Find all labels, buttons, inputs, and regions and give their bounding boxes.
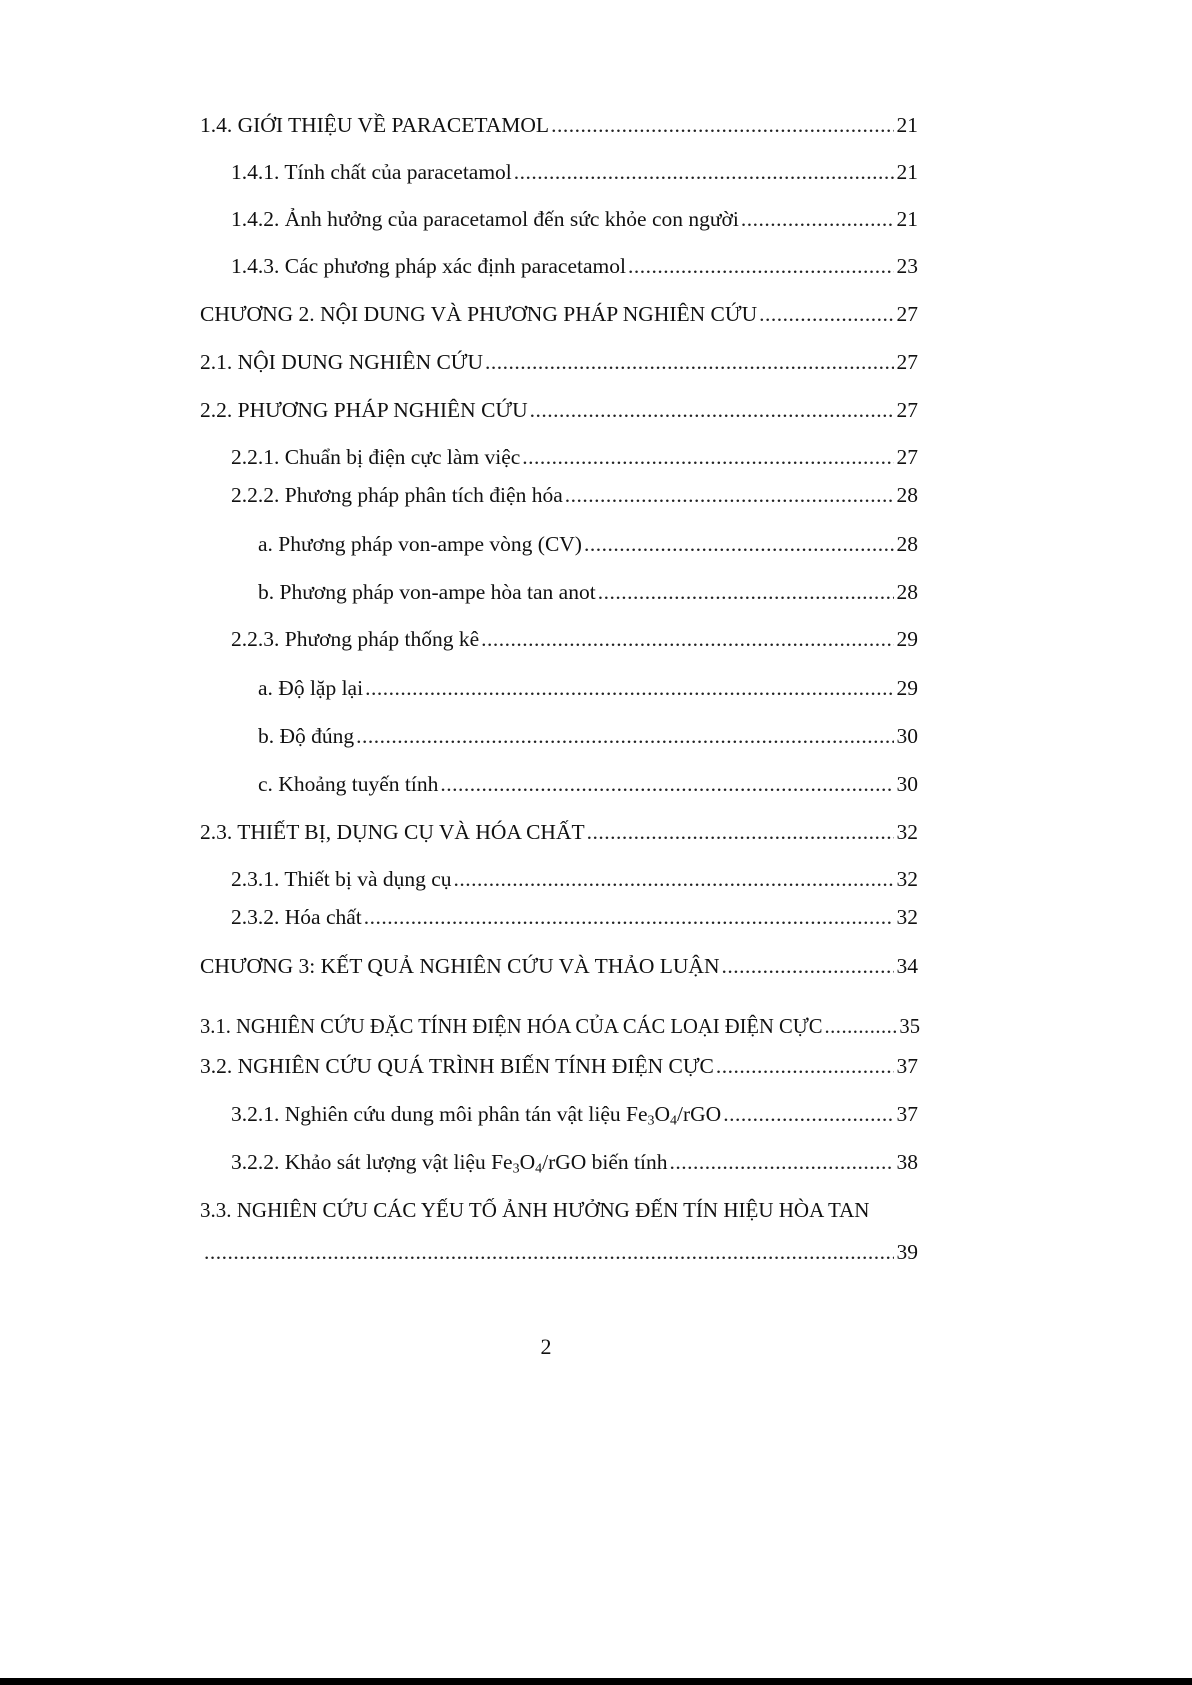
toc-entry-title: 3.3. NGHIÊN CỨU CÁC YẾU TỐ ẢNH HƯỞNG ĐẾN TÍN HIỆU HÒA TAN: [200, 1198, 870, 1222]
toc-entry-title: a. Độ lặp lại: [258, 676, 364, 700]
toc-entry-title: 2.3. THIẾT BỊ, DỤNG CỤ VÀ HÓA CHẤT: [200, 820, 585, 844]
toc-leader-dots: [584, 530, 894, 558]
toc-entry-title-part: /rGO: [677, 1102, 722, 1126]
toc-leader-dots: [722, 952, 895, 980]
toc-entry-page: 37: [896, 1054, 918, 1078]
toc-entry-page: 30: [896, 724, 918, 748]
toc-entry: [231, 1100, 918, 1128]
toc-entry-page: 23: [896, 254, 918, 278]
toc-leader-dots: [356, 722, 894, 750]
page-number: 2: [540, 1334, 552, 1359]
toc-entry-page: 29: [896, 676, 918, 700]
toc-entry-title: [231, 1100, 721, 1128]
toc-leader-dots: [204, 1238, 894, 1266]
toc-entry-title: 1.4.3. Các phương pháp xác định paracetamol: [231, 254, 626, 278]
toc-entry: [258, 530, 918, 558]
toc-leader-dots: [723, 1100, 894, 1128]
toc-entry-continuation: [200, 1238, 918, 1266]
toc-leader-dots: [454, 865, 894, 893]
toc-entry-page: 30: [896, 772, 918, 796]
toc-entry-title: 2.3.2. Hóa chất: [231, 905, 362, 929]
toc-entry-title: 2.2.2. Phương pháp phân tích điện hóa: [231, 483, 563, 507]
toc-entry-title-line: [200, 1196, 918, 1224]
toc-leader-dots: [598, 578, 894, 606]
toc-entry: [231, 443, 918, 471]
toc-leader-dots: [481, 625, 894, 653]
toc-leader-dots: [759, 300, 894, 328]
toc-entry-page: 21: [896, 113, 918, 137]
toc-entry: [231, 903, 918, 931]
subscript: 3: [512, 1161, 520, 1177]
toc-entry-title: CHƯƠNG 2. NỘI DUNG VÀ PHƯƠNG PHÁP NGHIÊN CỨU: [200, 302, 758, 326]
toc-leader-dots: [670, 1148, 895, 1176]
toc-leader-dots: [485, 348, 894, 376]
toc-entry-page: 27: [896, 350, 918, 374]
toc-entry: [200, 300, 918, 328]
toc-entry-page: 32: [896, 905, 918, 929]
toc-entry-title-part: 3.2.2. Khảo sát lượng vật liệu Fe: [231, 1150, 513, 1174]
toc-entry-page: 39: [896, 1240, 918, 1264]
toc-entry-title: 2.2. PHƯƠNG PHÁP NGHIÊN CỨU: [200, 398, 528, 422]
toc-entry-page: 38: [896, 1150, 918, 1174]
toc-entry-title: [231, 1148, 668, 1176]
toc-entry: [231, 158, 918, 186]
toc-entry-title: CHƯƠNG 3: KẾT QUẢ NGHIÊN CỨU VÀ THẢO LUẬN: [200, 954, 720, 978]
toc-entry: [200, 348, 918, 376]
toc-entry-title: 2.2.1. Chuẩn bị điện cực làm việc: [231, 445, 521, 469]
toc-entry-title: a. Phương pháp von-ampe vòng (CV): [258, 532, 582, 556]
toc-leader-dots: [628, 252, 894, 280]
toc-entry: [258, 578, 918, 606]
toc-entry-page: 37: [896, 1102, 918, 1126]
toc-entry-page: 28: [896, 483, 918, 507]
toc-entry-title: 1.4.1. Tính chất của paracetamol: [231, 160, 512, 184]
toc-entry: [200, 952, 918, 980]
toc-entry-page: 35: [899, 1016, 920, 1038]
toc-entry: [200, 1052, 918, 1080]
toc-entry: [258, 722, 918, 750]
toc-entry-title: 2.2.3. Phương pháp thống kê: [231, 627, 480, 651]
subscript: 4: [535, 1161, 543, 1177]
toc-leader-dots: [514, 158, 894, 186]
toc-entry-page: 27: [896, 302, 918, 326]
toc-entry-title: b. Phương pháp von-ampe hòa tan anot: [258, 580, 596, 604]
toc-entry-title-part: /rGO biến tính: [542, 1150, 668, 1174]
toc-entry-page: 21: [896, 207, 918, 231]
toc-leader-dots: [365, 674, 894, 702]
toc-entry-page: 21: [896, 160, 918, 184]
toc-leader-dots: [587, 818, 894, 846]
toc-leader-dots: [551, 111, 894, 139]
toc-entry-title: 2.3.1. Thiết bị và dụng cụ: [231, 867, 452, 891]
toc-entry: [258, 770, 918, 798]
toc-leader-dots: [716, 1052, 894, 1080]
toc-leader-dots: [530, 396, 894, 424]
toc-entry-page: 28: [896, 532, 918, 556]
toc-entry-page: 28: [896, 580, 918, 604]
bottom-border: [0, 1678, 1192, 1685]
toc-entry-title: c. Khoảng tuyến tính: [258, 772, 439, 796]
toc-entry-title: 1.4.2. Ảnh hưởng của paracetamol đến sức khỏe con người: [231, 207, 739, 231]
toc-entry-page: 32: [896, 867, 918, 891]
toc-leader-dots: [440, 770, 894, 798]
toc-entry-page: 27: [896, 445, 918, 469]
toc-entry-title: 3.2. NGHIÊN CỨU QUÁ TRÌNH BIẾN TÍNH ĐIỆN CỰC: [200, 1054, 714, 1078]
toc-entry-page: 34: [896, 954, 918, 978]
toc-entry-title-part: O: [654, 1102, 671, 1126]
toc-entry: [258, 674, 918, 702]
toc-entry-page: 32: [896, 820, 918, 844]
toc-leader-dots: [522, 443, 894, 471]
toc-entry: [231, 252, 918, 280]
toc-entry: [231, 205, 918, 233]
toc-entry: [200, 1013, 920, 1041]
toc-entry-title: b. Độ đúng: [258, 724, 355, 748]
toc-entry-title-part: 3.2.1. Nghiên cứu dung môi phân tán vật liệu Fe: [231, 1102, 648, 1126]
toc-entry-title: 1.4. GIỚI THIỆU VỀ PARACETAMOL: [200, 113, 550, 137]
toc-entry: [200, 396, 918, 424]
toc-entry-title: 3.1. NGHIÊN CỨU ĐẶC TÍNH ĐIỆN HÓA CỦA CÁC LOẠI ĐIỆN CỰC: [200, 1016, 823, 1038]
toc-entry: [231, 625, 918, 653]
toc-entry-page: 27: [896, 398, 918, 422]
toc-entry-title-part: O: [519, 1150, 536, 1174]
toc-entry-page: 29: [896, 627, 918, 651]
toc-leader-dots: [565, 481, 894, 509]
toc-entry: [231, 865, 918, 893]
toc-leader-dots: [825, 1013, 897, 1041]
toc-leader-dots: [741, 205, 894, 233]
toc-leader-dots: [364, 903, 894, 931]
toc-entry-title: 2.1. NỘI DUNG NGHIÊN CỨU: [200, 350, 484, 374]
toc-entry: [200, 111, 918, 139]
toc-entry: [231, 481, 918, 509]
subscript: 4: [670, 1113, 677, 1129]
toc-entry: [231, 1148, 918, 1176]
subscript: 3: [647, 1113, 655, 1129]
toc-entry: [200, 818, 918, 846]
